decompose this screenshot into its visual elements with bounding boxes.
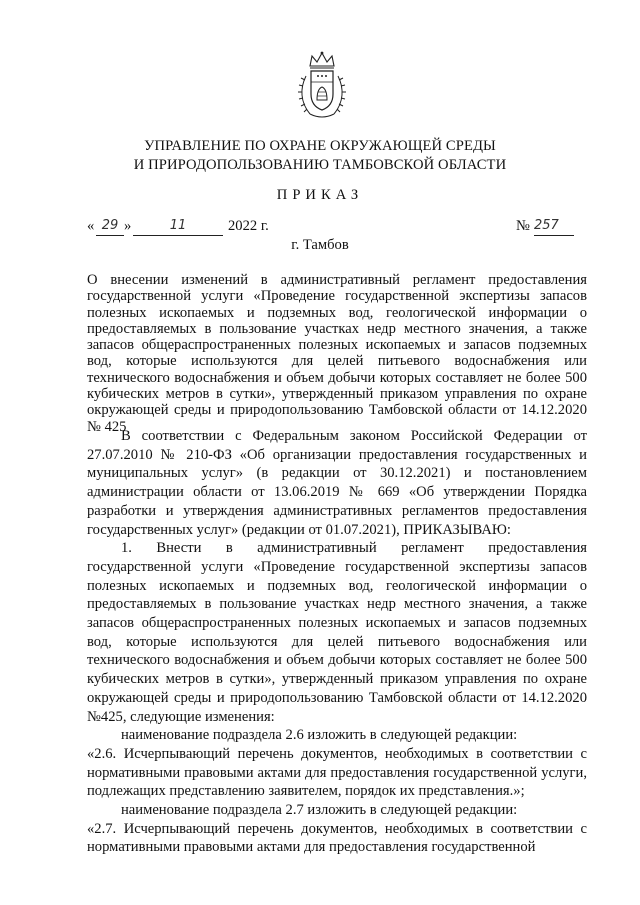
body-paragraph: В соответствии с Федеральным законом Российской Федерации от 27.07.2010 № 210-ФЗ «Об организации предоставления государственных и муниципальных услуг» (в редакции от 30.12.2021) и постановлением администрации области от 13.06.2019 № 669 «Об утверждении Порядка разработки и утверждения административных регламентов предоставления государственных услуг» (редакции от 01.07.2021), ПРИКАЗЫВАЮ: [87,428,587,538]
body-paragraph: наименование подраздела 2.6 изложить в следующей редакции: [121,727,518,744]
order-number-label: № [516,218,530,234]
date-day: 29 [96,218,124,236]
body-paragraph: «2.6. Исчерпывающий перечень документов, необходимых в соответствии с нормативными правовыми актами для предоставления государственной услуги, подлежащих представлению заявителем, порядок их представления.»; [87,745,587,800]
date-quote-close: » [124,218,132,234]
date-year: 2022 г. [228,218,269,234]
body-paragraph: наименование подраздела 2.7 изложить в следующей редакции: [121,802,518,819]
city: г. Тамбов [291,237,349,253]
coat-of-arms-emblem [296,50,348,122]
document-title: О внесении изменений в административный регламент предоставления государственной услуги «Проведение государственной экспертизы запасов полезных ископаемых и подземных вод, геологической информации о предоставляемых в пользование участках недр местного значения, а также запасов общераспространенных полезных ископаемых и запасов подземных вод, которые используются для целей питьевого водоснабжения или технического водоснабжения и объем добычи которых составляет не более 500 кубических метров в сутки», утвержденный приказом управления по охране окружающей среды и природопользованию Тамбовской области от 14.12.2020 № 425 [87,272,587,435]
date-quote-open: « [87,218,95,234]
organization-name-line1: УПРАВЛЕНИЕ ПО ОХРАНЕ ОКРУЖАЮЩЕЙ СРЕДЫ [144,138,496,154]
order-number: 257 [534,218,574,236]
body-paragraph: 1. Внести в административный регламент предоставления государственной услуги «Проведение государственной экспертизы запасов полезных ископаемых и подземных вод, геологической информации о предоставляемых в пользование участках недр местного значения, а также запасов общераспространенных полезных ископаемых и запасов подземных вод, которые используются для целей питьевого водоснабжения или технического водоснабжения и объем добычи которых составляет не более 500 кубических метров в сутки», утвержденный приказом управления по охране окружающей среды и природопользованию Тамбовской области от 14.12.2020 №425, следующие изменения: [87,540,587,725]
organization-name-line2: И ПРИРОДОПОЛЬЗОВАНИЮ ТАМБОВСКОЙ ОБЛАСТИ [133,157,507,173]
document-body [87,427,587,857]
date-month: 11 [133,218,223,236]
document-type: ПРИКАЗ [276,187,364,203]
body-paragraph: «2.7. Исчерпывающий перечень документов, необходимых в соответствии с нормативными правовыми актами для предоставления государственной [87,820,587,856]
